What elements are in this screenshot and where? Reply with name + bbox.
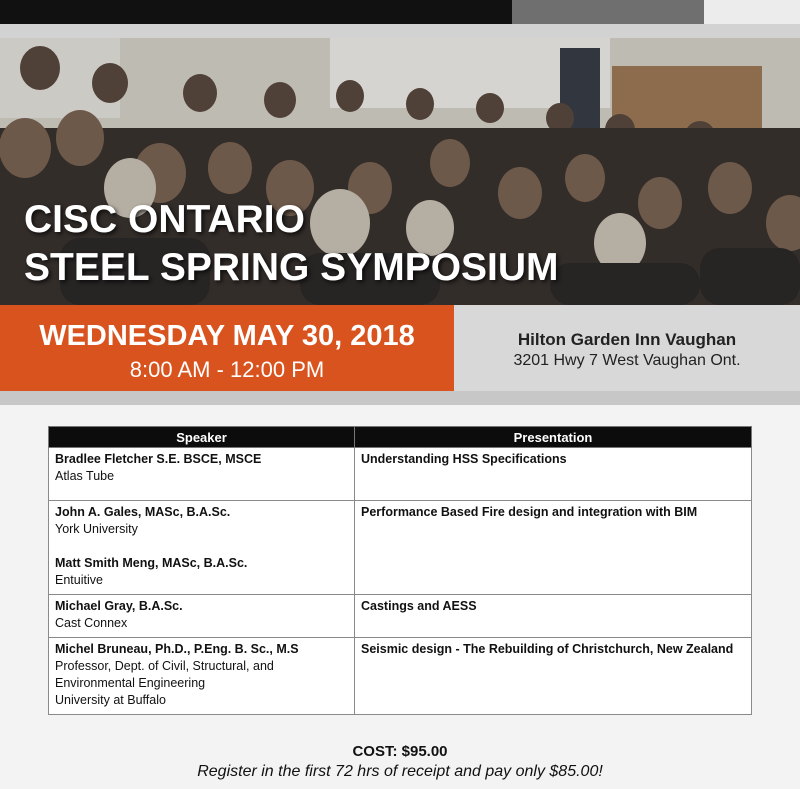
table-header-row <box>49 427 752 448</box>
top-bar-black-segment <box>0 0 512 24</box>
date-time-panel <box>0 305 454 391</box>
table-row <box>49 638 752 715</box>
speaker-name: Michel Bruneau, Ph.D., P.Eng. B. Sc., M.S <box>55 642 299 656</box>
speaker-organization: Entuitive <box>55 573 103 587</box>
column-header-speaker: Speaker <box>49 427 355 448</box>
schedule-table <box>48 426 752 715</box>
table-row <box>49 501 752 595</box>
speaker-organization: Atlas Tube <box>55 469 115 483</box>
top-gray-strip <box>0 24 800 38</box>
speaker-cell <box>49 448 355 501</box>
venue-address: 3201 Hwy 7 West Vaughan Ont. <box>513 352 741 369</box>
title-line-2: STEEL SPRING SYMPOSIUM <box>24 246 559 289</box>
speaker-name: Michael Gray, B.A.Sc. <box>55 599 183 613</box>
speaker-cell <box>49 595 355 638</box>
speaker-organization: Cast Connex <box>55 616 128 630</box>
speaker-cell <box>49 638 355 715</box>
event-date: WEDNESDAY MAY 30, 2018 <box>39 320 415 352</box>
cost-label: COST: $95.00 <box>352 743 448 760</box>
column-header-presentation: Presentation <box>355 427 752 448</box>
page-title <box>24 196 559 292</box>
speaker-name: John A. Gales, MASc, B.A.Sc. <box>55 505 231 519</box>
divider-strip <box>0 391 800 405</box>
speaker-cell <box>49 501 355 595</box>
speaker-name: Bradlee Fletcher S.E. BSCE, MSCE <box>55 452 262 466</box>
speaker-name: Matt Smith Meng, MASc, B.A.Sc. <box>55 556 248 570</box>
speaker-title: Professor, Dept. of Civil, Structural, and Environmental Engineering <box>55 659 274 690</box>
event-time: 8:00 AM - 12:00 PM <box>129 357 325 382</box>
speaker-organization: York University <box>55 522 138 536</box>
venue-panel <box>454 305 800 391</box>
top-color-bar <box>0 0 800 24</box>
speaker-organization: University at Buffalo <box>55 693 166 707</box>
hero-banner <box>0 38 800 305</box>
top-bar-gray-segment <box>512 0 704 24</box>
table-row <box>49 448 752 501</box>
presentation-cell: Performance Based Fire design and integration with BIM <box>355 501 752 595</box>
venue-name: Hilton Garden Inn Vaughan <box>517 330 737 349</box>
title-line-1: CISC ONTARIO <box>24 198 305 241</box>
table-row <box>49 595 752 638</box>
presentation-cell: Seismic design - The Rebuilding of Christchurch, New Zealand <box>355 638 752 715</box>
early-registration-note: Register in the first 72 hrs of receipt and pay only $85.00! <box>197 763 603 780</box>
presentation-cell: Understanding HSS Specifications <box>355 448 752 501</box>
presentation-cell: Castings and AESS <box>355 595 752 638</box>
